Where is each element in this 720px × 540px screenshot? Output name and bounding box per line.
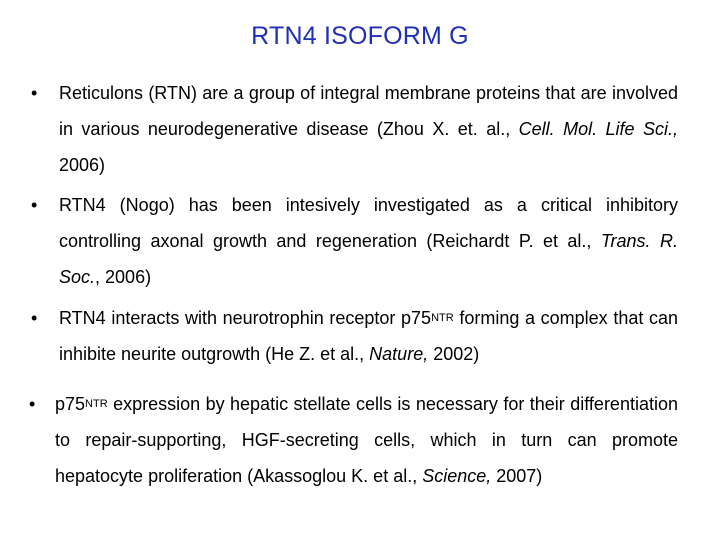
- bullet-body: forming a complex that can inhibite neurite outgrowth (He Z. et al.,: [59, 308, 679, 364]
- bullet-lead: RTN4 interacts with neurotrophin receptor p75: [59, 308, 432, 328]
- bullet-item-1: [31, 75, 678, 183]
- bullet-text: [59, 75, 678, 183]
- bullet-year: 2007): [491, 466, 543, 486]
- bullet-body: Reticulons (RTN) are a group of integral membrane proteins that are involved in various neurodegenerative disease (Zhou X. et. al.,: [59, 83, 678, 139]
- journal-name: Trans. R. Soc.: [59, 231, 678, 287]
- bullet-item-4: [29, 386, 678, 494]
- bullet-body: RTN4 (Nogo) has been intesively investigated as a critical inhibitory controlling axonal growth and regeneration (Reichardt P. et al.,: [59, 195, 678, 251]
- bullet-text: [55, 386, 678, 494]
- journal-name: Cell. Mol. Life Sci.,: [518, 119, 678, 139]
- bullet-text: [59, 187, 678, 295]
- slide-title: RTN4 ISOFORM G: [251, 22, 469, 50]
- bullet-dot: •: [29, 394, 36, 414]
- superscript: NTR: [431, 312, 454, 324]
- bullet-lead: p75: [55, 394, 86, 414]
- bullet-item-3: [31, 300, 679, 372]
- superscript: NTR: [85, 398, 108, 410]
- bullet-item-2: [31, 187, 678, 295]
- bullet-text: [59, 300, 678, 372]
- bullet-year: 2006): [59, 155, 106, 175]
- bullet-year: , 2006): [95, 267, 152, 287]
- journal-name: Nature,: [369, 344, 429, 364]
- bullet-body: expression by hepatic stellate cells is necessary for their differentiation to repair-supporting, HGF-secreting cells, which in turn can promote hepatocyte proliferation (Akassoglou K. et al.,: [55, 394, 678, 486]
- bullet-dot: •: [31, 195, 38, 215]
- bullet-year: 2002): [428, 344, 480, 364]
- bullet-dot: •: [31, 308, 38, 328]
- journal-name: Science,: [422, 466, 492, 486]
- bullet-dot: •: [31, 83, 38, 103]
